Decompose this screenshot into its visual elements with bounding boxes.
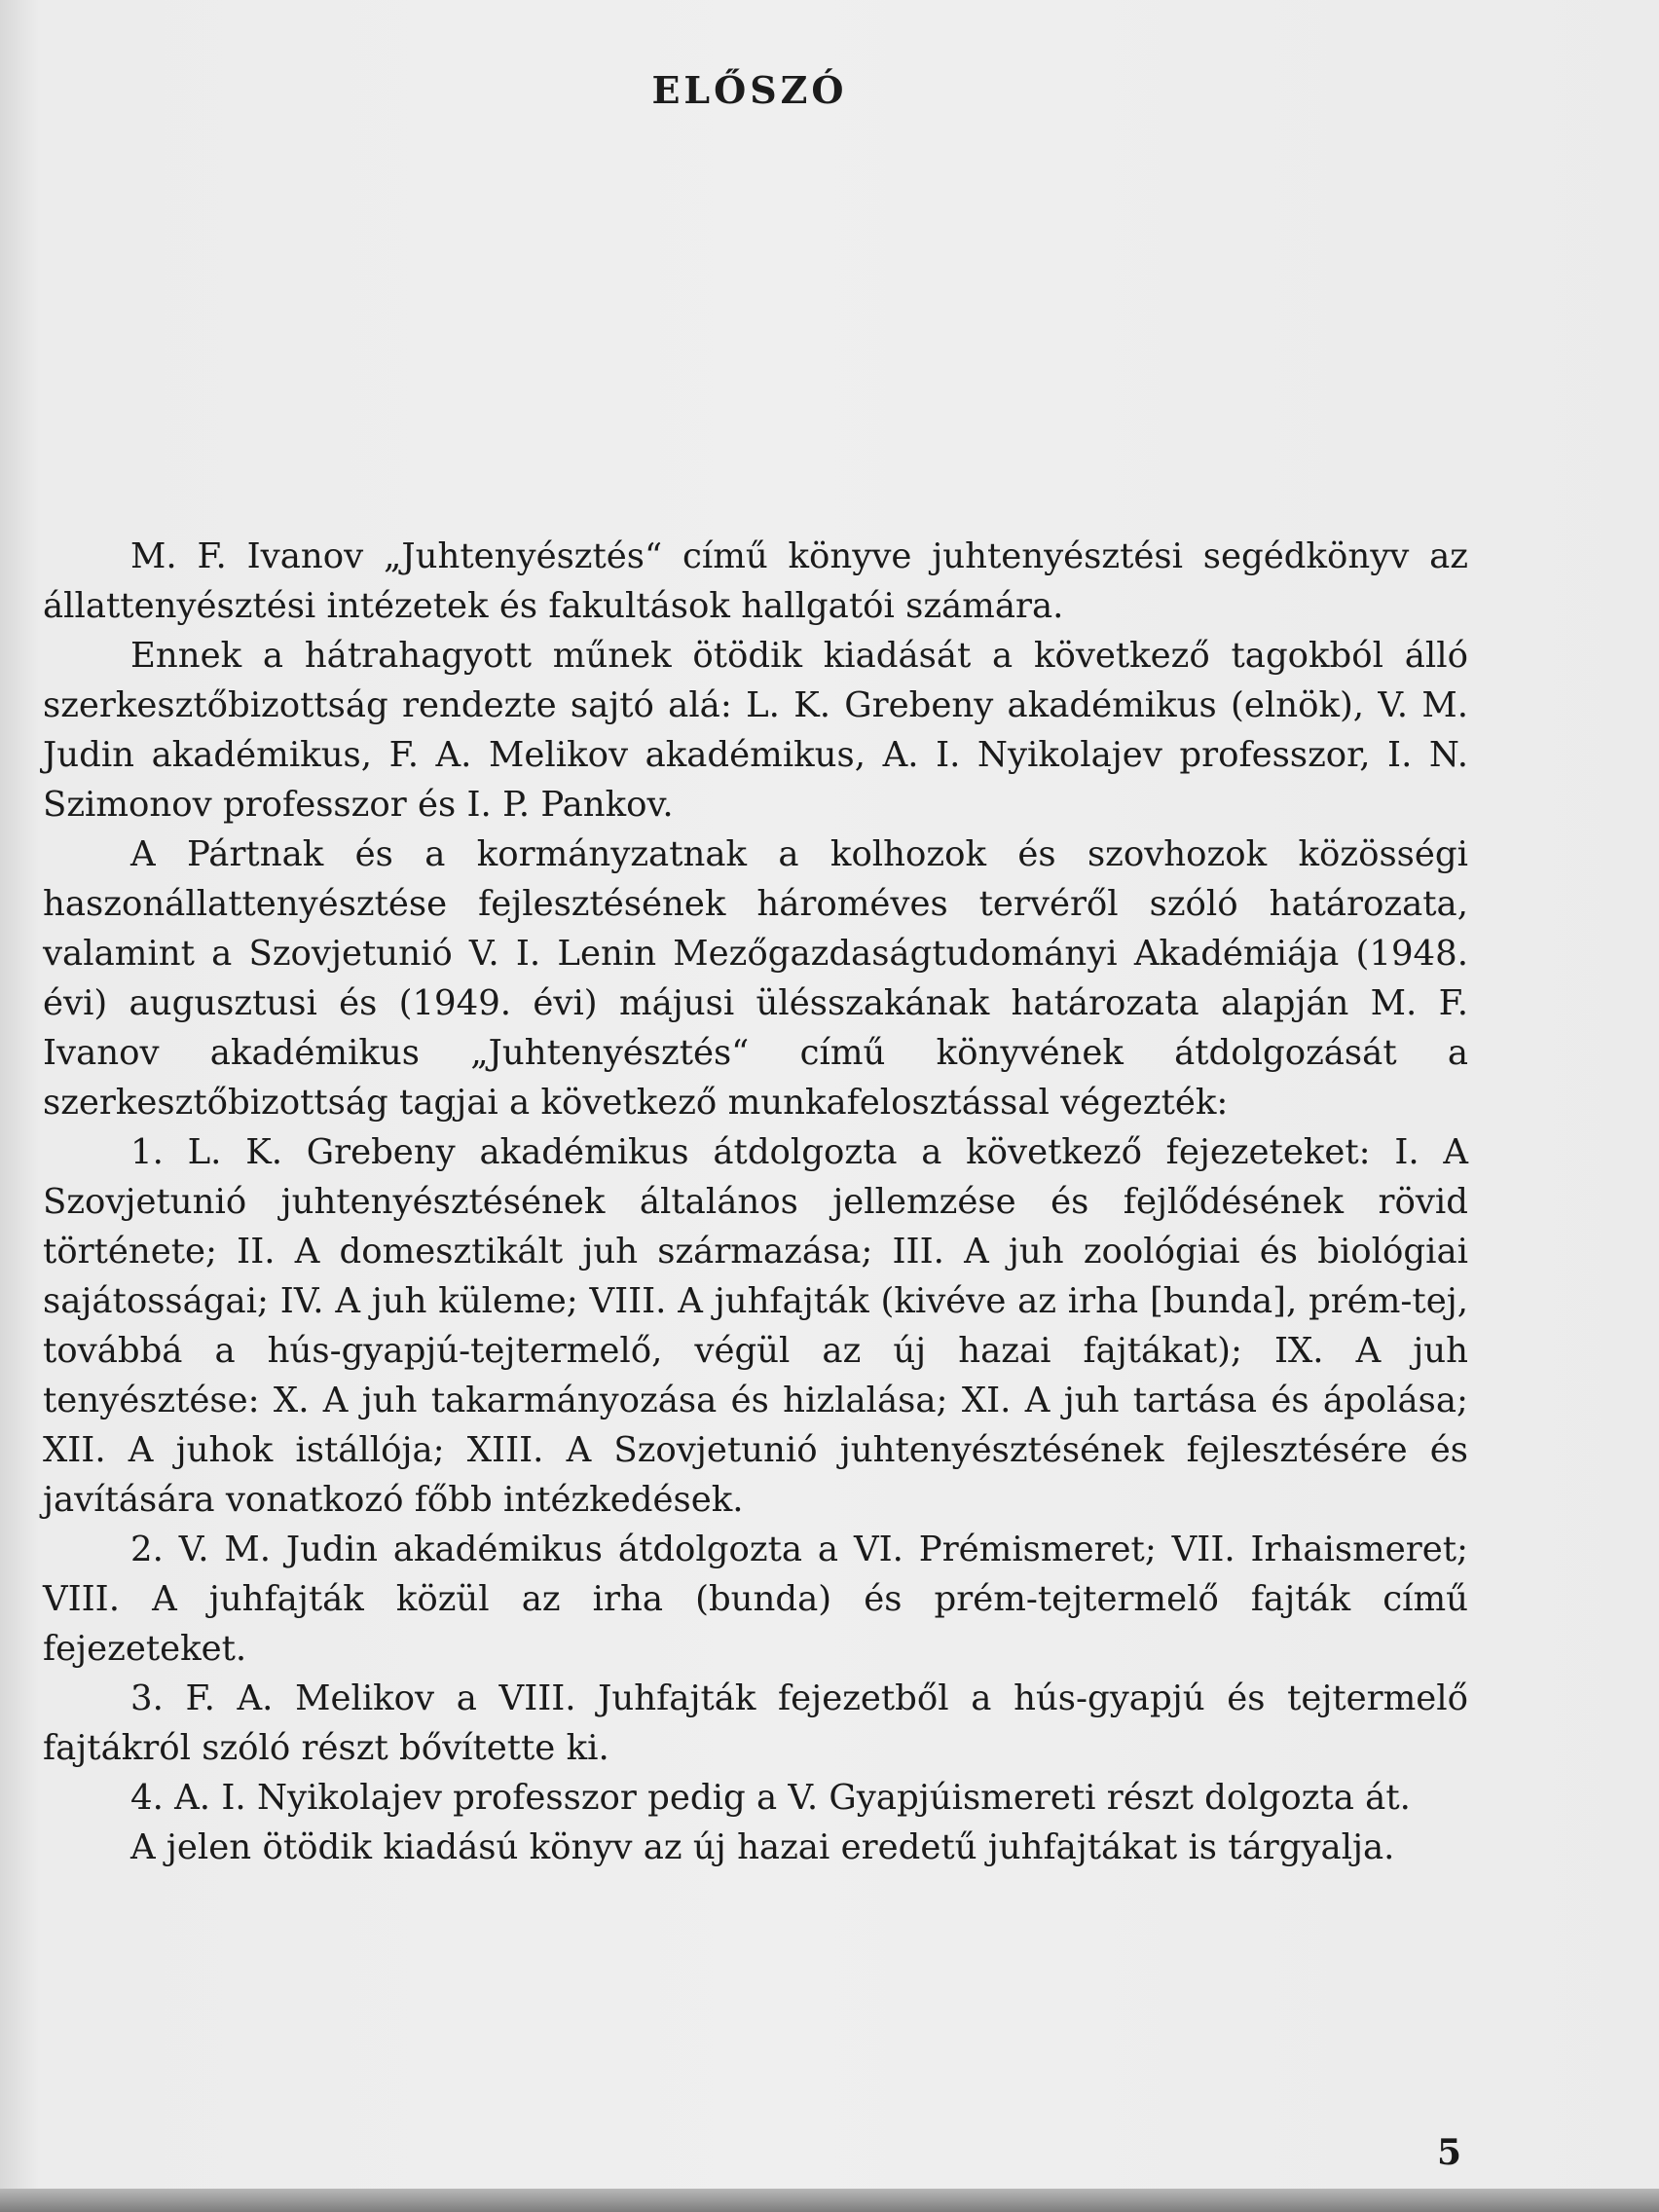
paragraph-6: 3. F. A. Melikov a VIII. Juhfajták fejezetből a hús-gyapjú és tejtermelő fajtákról szóló részt bővítette ki. bbox=[43, 1678, 1468, 1768]
paragraph-3: A Pártnak és a kormányzatnak a kolhozok és szovhozok közösségi haszonállattenyésztése fejlesztésének hároméves tervéről szóló határozata, valamint a Szovjetunió V. I. Lenin Mezőgazdaságtudományi Akadémiája (1948. évi) augusztusi és (1949. évi) májusi ülésszakának határozata alapján M. F. Ivanov akadémikus „Juhtenyésztés“ című könyvének átdolgozását a szerkesztőbizottság tagjai a következő munkafelosztással végezték: bbox=[43, 834, 1468, 1123]
chapter-heading: ELŐSZÓ bbox=[651, 68, 848, 112]
paragraph-8: A jelen ötödik kiadású könyv az új hazai eredetű juhfajtákat is tárgyalja. bbox=[130, 1827, 1395, 1867]
page-number: 5 bbox=[1437, 2132, 1462, 2173]
bottom-edge-band bbox=[0, 2189, 1659, 2212]
paragraph-5: 2. V. M. Judin akadémikus átdolgozta a VI. Prémismeret; VII. Irhaismeret; VIII. A juhfajták közül az irha (bunda) és prém-tejtermelő fajták című fejezeteket. bbox=[43, 1530, 1468, 1669]
paragraph-1: M. F. Ivanov „Juhtenyésztés“ című könyve juhtenyésztési segédkönyv az állattenyésztési intézetek és fakultások hallgatói számára. bbox=[43, 536, 1468, 626]
paragraph-7: 4. A. I. Nyikolajev professzor pedig a V. Gyapjúismereti részt dolgozta át. bbox=[130, 1778, 1411, 1818]
paragraph-4: 1. L. K. Grebeny akadémikus átdolgozta a következő fejezeteket: I. A Szovjetunió juhtenyésztésének általános jellemzése és fejlődésének rövid története; II. A domesztikált juh származása; III. A juh zoológiai és biológiai sajátosságai; IV. A juh küleme; VIII. A juhfajták (kivéve az irha [bunda], prém-tej, továbbá a hús-gyapjú-tejtermelő, végül az új hazai fajtákat); IX. A juh tenyésztése: X. A juh takarmányozása és hizlalása; XI. A juh tartása és ápolása; XII. A juhok istállója; XIII. A Szovjetunió juhtenyésztésének fejlesztésére és javítására vonatkozó főbb intézkedések. bbox=[43, 1132, 1468, 1520]
preface-body bbox=[43, 532, 1468, 1872]
paragraph-2: Ennek a hátrahagyott műnek ötödik kiadását a következő tagokból álló szerkesztőbizottság rendezte sajtó alá: L. K. Grebeny akadémikus (elnök), V. M. Judin akadémikus, F. A. Melikov akadémikus, A. I. Nyikolajev professzor, I. N. Szimonov professzor és I. P. Pankov. bbox=[43, 636, 1468, 825]
